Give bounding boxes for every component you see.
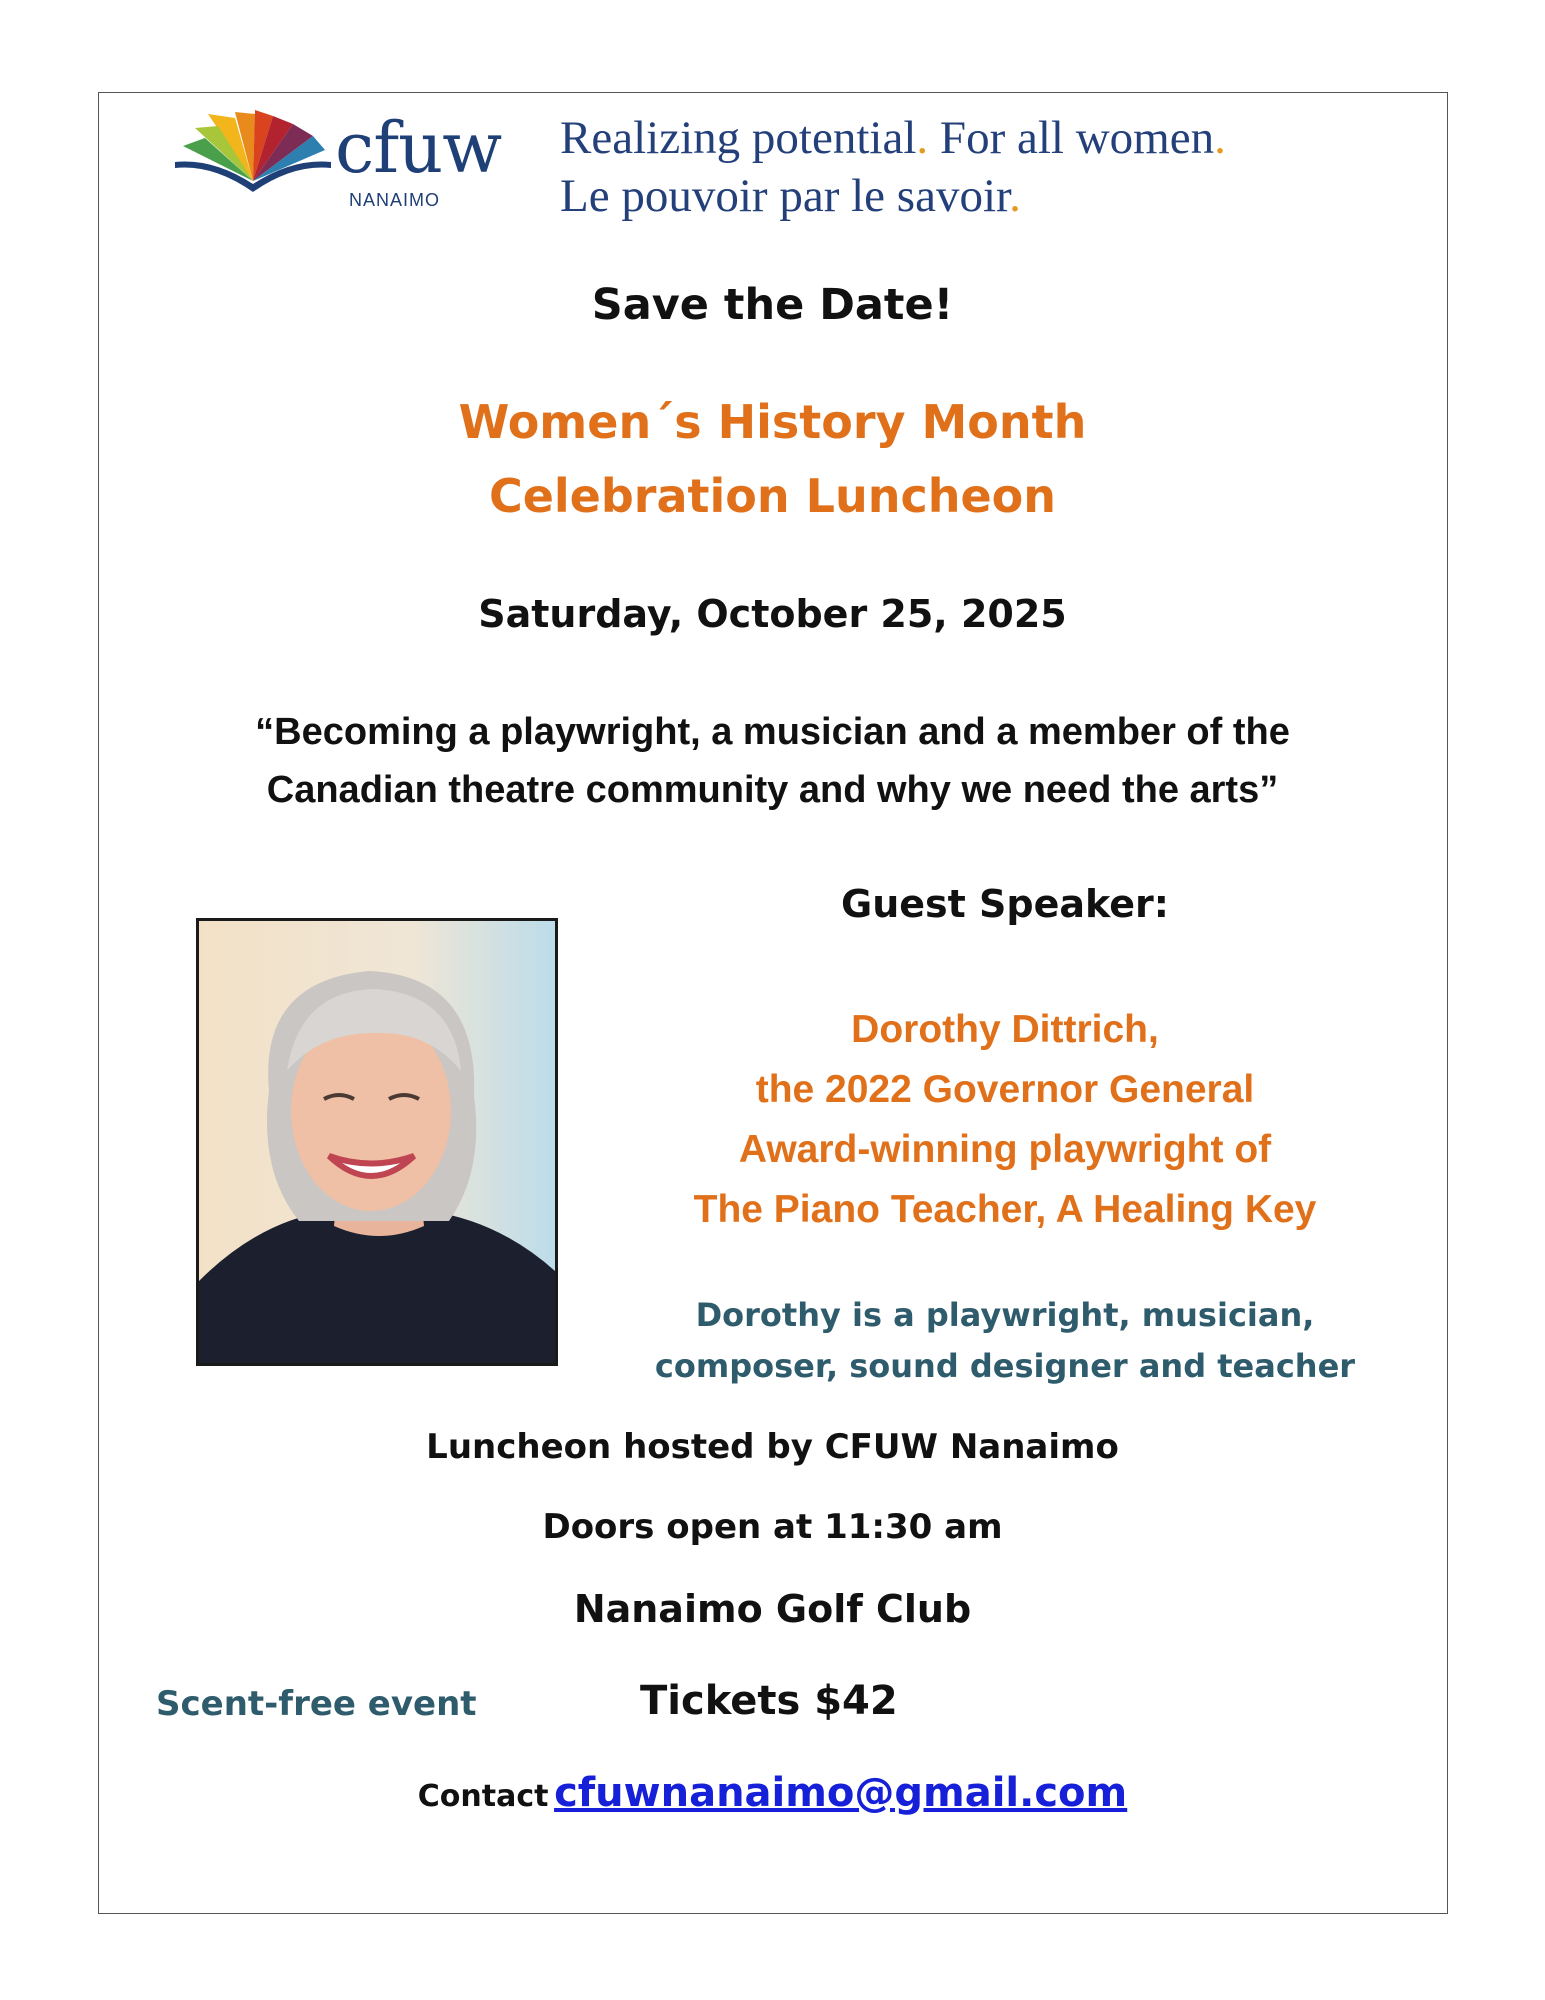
event-title-line1: Women´s History Month (458, 395, 1087, 449)
speaker-bio-line2: composer, sound designer and teacher (654, 1347, 1356, 1385)
tagline-french: Le pouvoir par le savoir. (560, 170, 1021, 222)
speaker-bio-line1: Dorothy is a playwright, musician, (695, 1296, 1315, 1334)
cfuw-logo-icon (173, 106, 333, 196)
speaker-photo (196, 918, 558, 1366)
speaker-name: Dorothy Dittrich, (851, 1008, 1159, 1051)
event-date: Saturday, October 25, 2025 (478, 592, 1067, 636)
event-title-line2: Celebration Luncheon (488, 469, 1057, 523)
speaker-bio (620, 1290, 1390, 1392)
scent-free-note: Scent-free event (156, 1684, 477, 1724)
talk-title (150, 703, 1395, 819)
tagline-english: Realizing potential. For all women. (560, 112, 1226, 164)
ticket-price: Tickets $42 (640, 1678, 898, 1724)
save-the-date-heading: Save the Date! (591, 280, 954, 330)
speaker-award-line2: Award-winning playwright of (738, 1128, 1272, 1171)
speaker-play-title: The Piano Teacher, A Healing Key (693, 1188, 1317, 1231)
guest-speaker-label: Guest Speaker: (841, 882, 1169, 926)
logo-wordmark: cfuw (335, 107, 502, 189)
doors-open: Doors open at 11:30 am (542, 1507, 1003, 1547)
contact-line (0, 1770, 1545, 1816)
talk-title-line1: “Becoming a playwright, a musician and a member of the (255, 711, 1290, 753)
event-title (0, 385, 1545, 533)
contact-label: Contact (417, 1779, 549, 1814)
speaker-description (620, 1000, 1390, 1240)
logo-city: NANAIMO (349, 190, 441, 210)
venue: Nanaimo Golf Club (573, 1587, 972, 1631)
hosted-by: Luncheon hosted by CFUW Nanaimo (426, 1427, 1119, 1467)
speaker-award-line1: the 2022 Governor General (755, 1068, 1255, 1111)
talk-title-line2: Canadian theatre community and why we need the arts” (266, 769, 1279, 811)
contact-email-link[interactable]: cfuwnanaimo@gmail.com (554, 1770, 1128, 1816)
